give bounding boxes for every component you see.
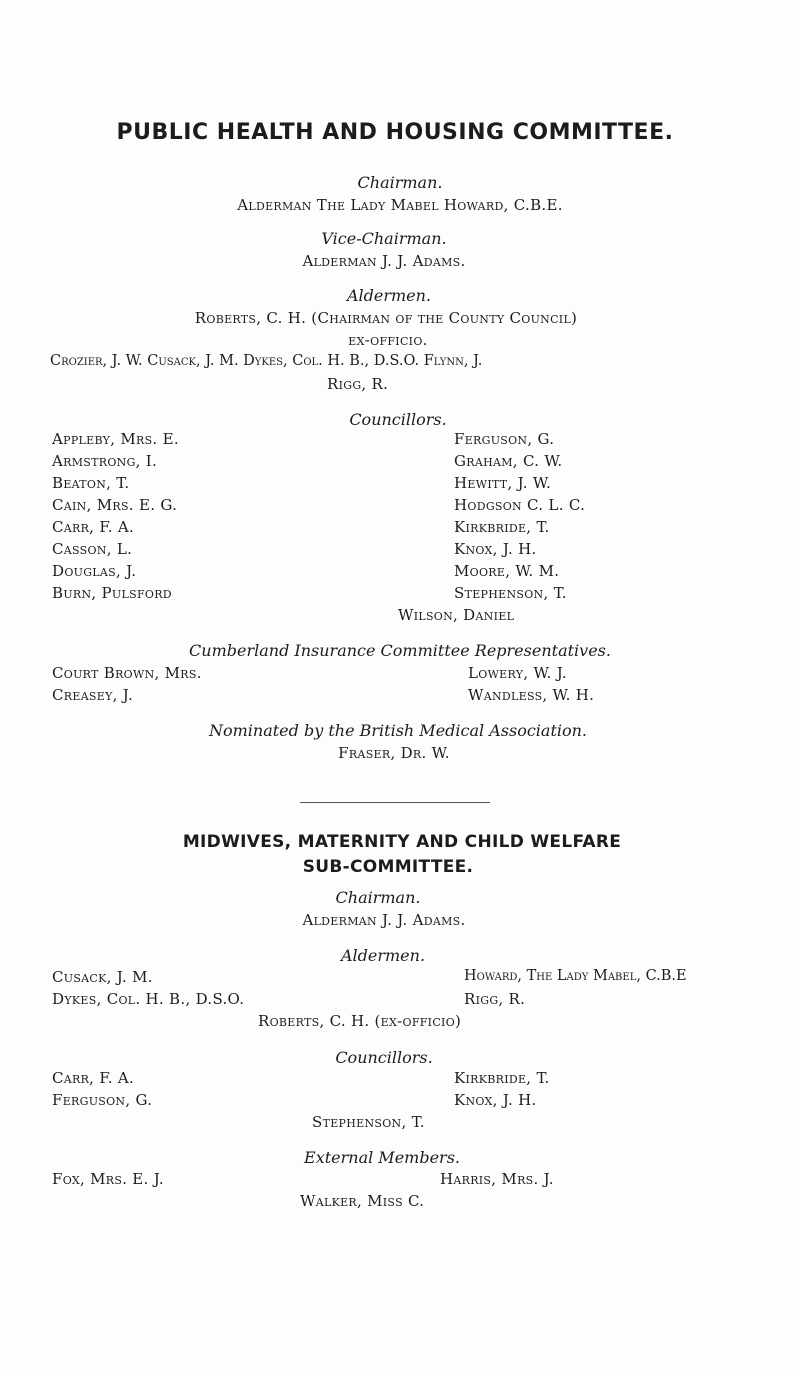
councillor-left: Casson, L. [52,540,133,558]
councillor-right: Graham, C. W. [454,452,563,470]
councillor-left: Burn, Pulsford [52,584,172,602]
chairman-label: Chairman. [357,173,443,192]
councillor-left: Cain, Mrs. E. G. [52,496,178,514]
alderman-rigg: Rigg, R. [327,375,389,393]
sub-alderman-left: Dykes, Col. H. B., D.S.O. [52,990,245,1008]
sub-councillor-left: Ferguson, G. [52,1091,153,1109]
bma-member: Fraser, Dr. W. [338,744,450,762]
councillor-right: Knox, J. H. [454,540,537,558]
chairman-name: Alderman The Lady Mabel Howard, C.B.E. [237,196,563,214]
councillor-wilson: Wilson, Daniel [398,606,515,624]
sub-councillors-label: Councillors. [335,1048,433,1067]
councillor-left: Beaton, T. [52,474,130,492]
vice-chairman-name: Alderman J. J. Adams. [302,252,466,270]
sub-alderman-roberts: Roberts, C. H. (ex-officio) [258,1012,462,1030]
insurance-member-left: Court Brown, Mrs. [52,664,202,682]
councillor-right: Stephenson, T. [454,584,567,602]
councillor-right: Moore, W. M. [454,562,560,580]
sub-alderman-left: Cusack, J. M. [52,968,153,986]
insurance-label: Cumberland Insurance Committee Representatives. [189,641,611,660]
ex-officio-note: ex-officio. [348,331,428,349]
sub-councillor-left: Carr, F. A. [52,1069,135,1087]
aldermen-label: Aldermen. [346,286,432,305]
main-title: PUBLIC HEALTH AND HOUSING COMMITTEE. [116,120,674,145]
section-divider [300,802,490,803]
subcommittee-title-line2: SUB-COMMITTEE. [302,857,474,877]
sub-councillor-right: Stephenson, T. [312,1113,425,1131]
sub-alderman-right: Rigg, R. [464,990,526,1008]
alderman-roberts: Roberts, C. H. (Chairman of the County Council) [194,309,578,327]
bma-label: Nominated by the British Medical Association. [208,721,588,740]
insurance-member-left: Creasey, J. [52,686,134,704]
external-member-left: Fox, Mrs. E. J. [52,1170,164,1188]
external-member-right: Walker, Miss C. [300,1192,425,1210]
sub-chairman-label: Chairman. [335,888,421,907]
external-member-right: Harris, Mrs. J. [440,1170,554,1188]
subcommittee-title-line1: MIDWIVES, MATERNITY AND CHILD WELFARE [182,832,622,852]
councillor-right: Hewitt, J. W. [454,474,552,492]
insurance-member-right: Lowery, W. J. [468,664,567,682]
councillor-left: Appleby, Mrs. E. [52,430,179,448]
sub-councillor-right: Knox, J. H. [454,1091,537,1109]
councillor-right: Hodgson C. L. C. [454,496,586,514]
councillor-right: Ferguson, G. [454,430,555,448]
insurance-member-right: Wandless, W. H. [468,686,595,704]
councillor-left: Armstrong, I. [52,452,158,470]
councillor-left: Carr, F. A. [52,518,135,536]
sub-chairman-name: Alderman J. J. Adams. [302,911,466,929]
councillors-label: Councillors. [349,410,447,429]
vice-chairman-label: Vice-Chairman. [321,229,447,248]
sub-aldermen-label: Aldermen. [340,946,426,965]
external-members-label: External Members. [304,1148,460,1167]
sub-alderman-right: Howard, The Lady Mabel, C.B.E [464,968,687,984]
sub-councillor-right: Kirkbride, T. [454,1069,550,1087]
aldermen-line: Crozier, J. W. Cusack, J. M. Dykes, Col. H. B., D.S.O. Flynn, J. [50,353,483,369]
councillor-left: Douglas, J. [52,562,137,580]
councillor-right: Kirkbride, T. [454,518,550,536]
